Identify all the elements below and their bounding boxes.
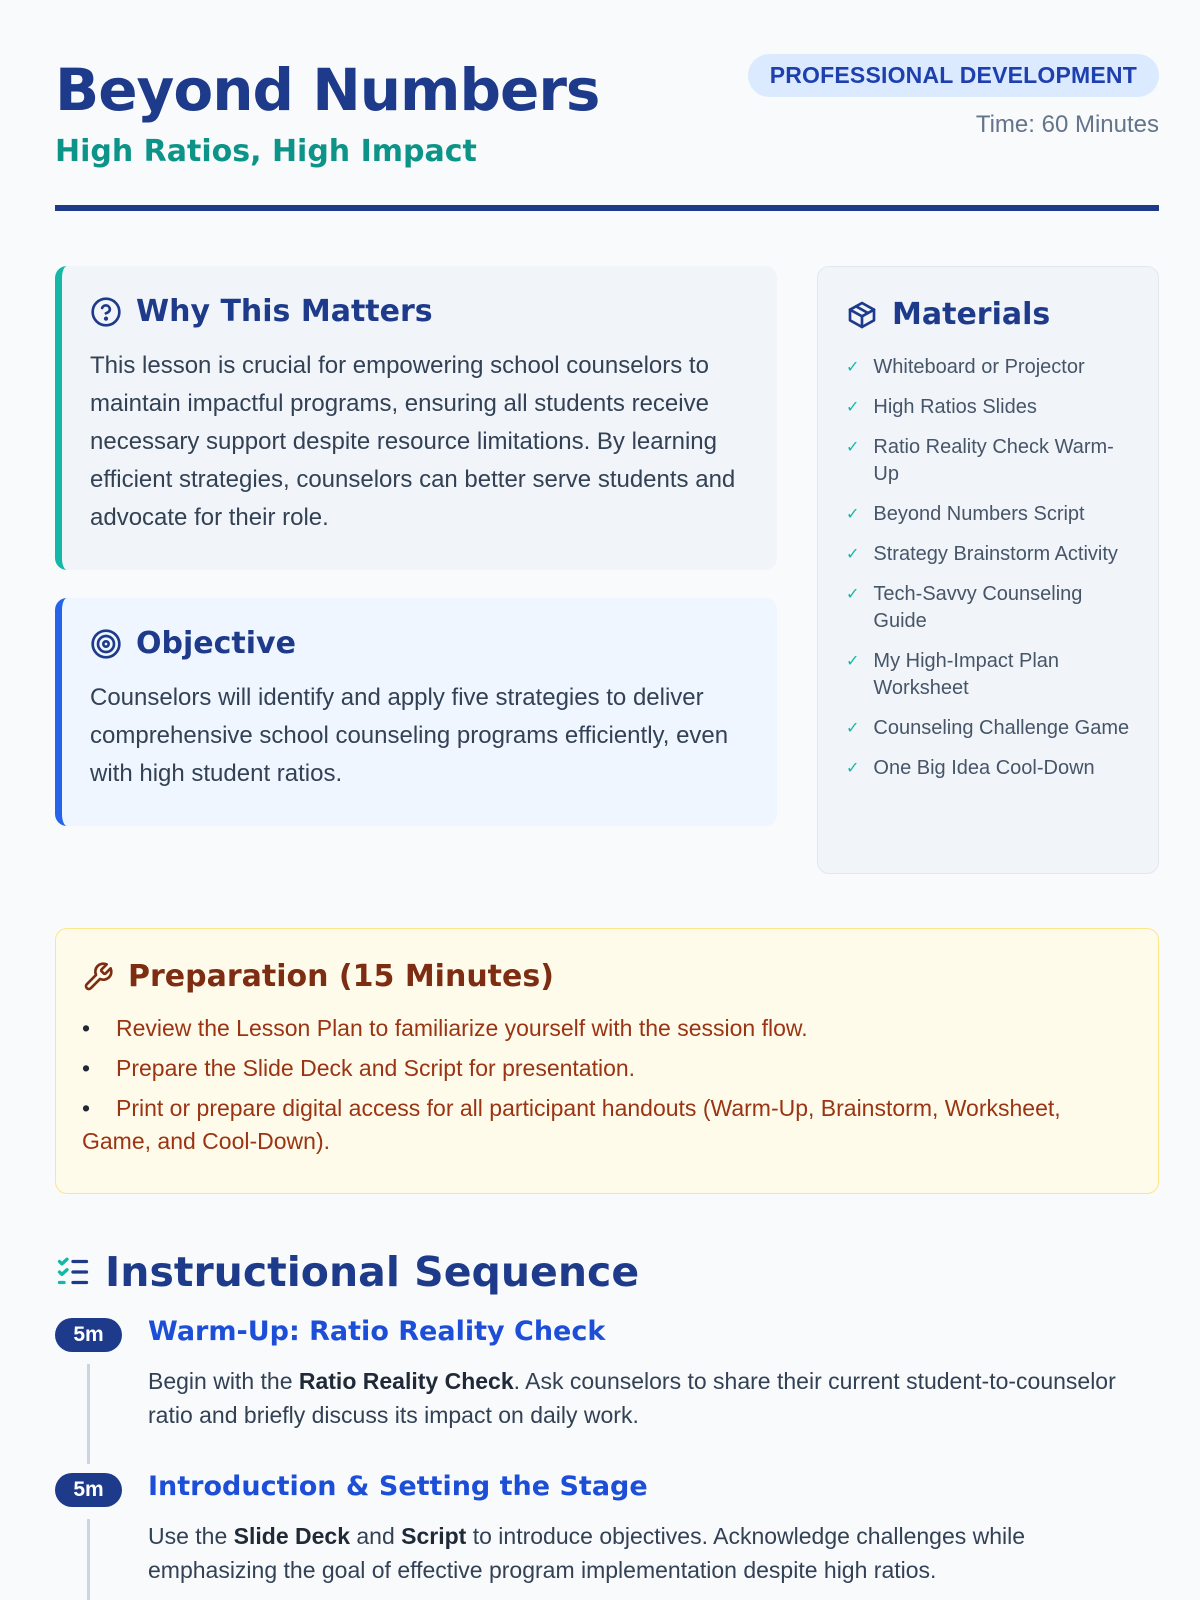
preparation-card-header <box>82 959 1128 994</box>
check-icon: ✓ <box>846 653 860 670</box>
step-duration-badge: 5m <box>55 1318 122 1352</box>
preparation-list <box>82 1012 1128 1158</box>
list-item: • Print or prepare digital access for all participant handouts (Warm-Up, Brainstorm, Worksheet, Game, and Cool-Down). <box>82 1092 1128 1158</box>
list-item: • Review the Lesson Plan to familiarize yourself with the session flow. <box>82 1012 1128 1045</box>
header-divider <box>55 205 1159 211</box>
check-icon: ✓ <box>846 760 860 777</box>
category-badge: PROFESSIONAL DEVELOPMENT <box>748 54 1159 97</box>
wrench-icon <box>82 961 114 993</box>
materials-card-header <box>846 297 1134 332</box>
list-item: ✓ Whiteboard or Projector <box>846 354 1134 381</box>
preparation-card-heading: Preparation (15 Minutes) <box>128 959 554 994</box>
why-card-heading: Why This Matters <box>136 294 433 329</box>
objective-card-body: Counselors will identify and apply five strategies to deliver comprehensive school counseling programs efficiently, even with high student ratios. <box>90 684 729 787</box>
check-icon: ✓ <box>846 359 860 376</box>
list-item: ✓ Ratio Reality Check Warm-Up <box>846 434 1134 488</box>
why-card-header <box>90 294 751 329</box>
materials-list <box>846 354 1134 782</box>
step-timeline-line <box>87 1519 90 1600</box>
list-item: ✓ Counseling Challenge Game <box>846 715 1134 742</box>
step-duration-badge: 5m <box>55 1473 122 1507</box>
lesson-plan-page <box>55 0 1159 1583</box>
check-icon: ✓ <box>846 720 860 737</box>
list-item: ✓ High Ratios Slides <box>846 394 1134 421</box>
check-icon: ✓ <box>846 506 860 523</box>
materials-card <box>817 266 1159 874</box>
checklist-icon <box>55 1254 91 1290</box>
duration-label: Time: 60 Minutes <box>975 111 1159 138</box>
check-icon: ✓ <box>846 439 860 456</box>
sequence-header <box>55 1248 639 1296</box>
question-circle-icon <box>90 296 122 328</box>
objective-card-heading: Objective <box>136 626 296 661</box>
header <box>55 0 1159 212</box>
list-item: ✓ Strategy Brainstorm Activity <box>846 541 1134 568</box>
check-icon: ✓ <box>846 546 860 563</box>
target-icon <box>90 628 122 660</box>
list-item: • Prepare the Slide Deck and Script for presentation. <box>82 1052 1128 1085</box>
list-item: ✓ One Big Idea Cool-Down <box>846 755 1134 782</box>
sequence-heading: Instructional Sequence <box>105 1248 640 1296</box>
step-description: Begin with the Ratio Reality Check. Ask counselors to share their current student-to-counselor ratio and briefly discuss its impact on daily work. <box>148 1368 1116 1428</box>
page-subtitle: High Ratios, High Impact <box>55 134 477 169</box>
list-item: ✓ Tech-Savvy Counseling Guide <box>846 581 1134 635</box>
check-icon: ✓ <box>846 586 860 603</box>
why-this-matters-card <box>55 266 777 570</box>
why-card-body: This lesson is crucial for empowering school counselors to maintain impactful programs, ensuring all students receive necessary support despite resource limitations. By learning efficient strategies, counselors can better serve students and advocate for their role. <box>90 352 736 531</box>
materials-card-heading: Materials <box>892 297 1051 332</box>
box-icon <box>846 299 878 331</box>
step-timeline-line <box>87 1364 90 1464</box>
check-icon: ✓ <box>846 399 860 416</box>
preparation-card <box>55 928 1159 1194</box>
step-title: Warm-Up: Ratio Reality Check <box>148 1316 606 1347</box>
page-title: Beyond Numbers <box>55 56 600 124</box>
list-item: ✓ Beyond Numbers Script <box>846 501 1134 528</box>
objective-card-header <box>90 626 751 661</box>
step-description: Use the Slide Deck and Script to introduce objectives. Acknowledge challenges while emphasizing the goal of effective program implementation despite high ratios. <box>148 1523 1026 1583</box>
list-item: ✓ My High-Impact Plan Worksheet <box>846 648 1134 702</box>
objective-card <box>55 598 777 826</box>
step-title: Introduction & Setting the Stage <box>148 1471 648 1502</box>
